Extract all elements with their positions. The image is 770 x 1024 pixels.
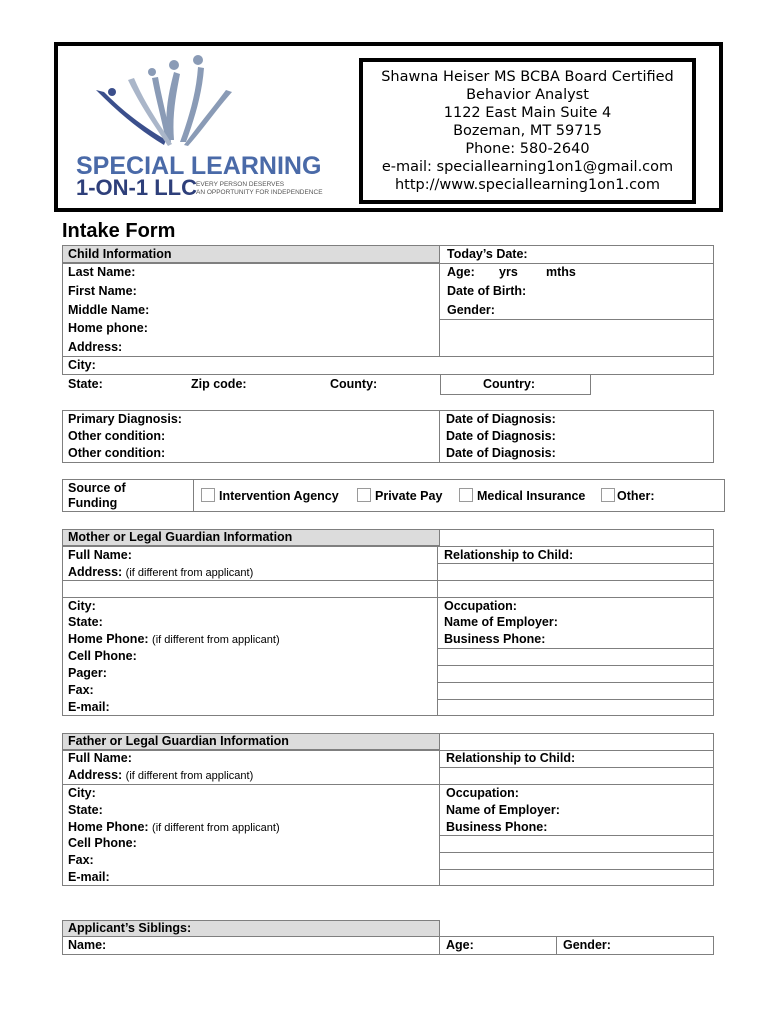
contact-email: e-mail: speciallearning1on1@gmail.com (381, 159, 674, 175)
father-full-name-label[interactable]: Full Name: (68, 751, 132, 765)
contact-info-box (359, 58, 696, 204)
age-years-unit: yrs (499, 265, 518, 279)
home-phone-label[interactable]: Home phone: (68, 321, 148, 335)
mother-fax-label[interactable]: Fax: (68, 683, 94, 697)
other-condition-label-2[interactable]: Other condition: (68, 446, 166, 460)
logo-figures-icon (96, 55, 232, 146)
age-months-unit: mths (546, 265, 576, 279)
father-state-label[interactable]: State: (68, 803, 103, 817)
sibling-name-label[interactable]: Name: (68, 938, 107, 952)
father-cell-label[interactable]: Cell Phone: (68, 836, 137, 850)
page-title: Intake Form (62, 220, 176, 242)
mother-address-label[interactable] (68, 565, 253, 579)
mother-home-phone-note: (if different from applicant) (152, 634, 280, 646)
contact-street: 1122 East Main Suite 4 (443, 105, 612, 121)
private-pay-label: Private Pay (375, 489, 443, 503)
intervention-agency-label: Intervention Agency (219, 489, 339, 503)
medical-insurance-label: Medical Insurance (477, 489, 586, 503)
father-relationship-label[interactable]: Relationship to Child: (446, 751, 576, 765)
father-home-phone-label[interactable] (68, 820, 280, 834)
logo-line2: 1-ON-1 LLC (76, 175, 197, 200)
diagnosis-date-label-3[interactable]: Date of Diagnosis: (446, 446, 556, 460)
dob-label[interactable]: Date of Birth: (447, 284, 527, 298)
father-email-label[interactable]: E-mail: (68, 870, 110, 884)
other-condition-label-1[interactable]: Other condition: (68, 429, 166, 443)
state-label[interactable]: State: (68, 377, 103, 391)
sibling-age-label[interactable]: Age: (446, 938, 474, 952)
father-address-text: Address: (68, 768, 123, 782)
private-pay-checkbox[interactable] (357, 488, 371, 502)
gender-label[interactable]: Gender: (447, 303, 495, 317)
child-section-title: Child Information (68, 247, 172, 261)
father-address-note: (if different from applicant) (125, 770, 254, 782)
mother-info-block (62, 529, 714, 716)
primary-diagnosis-label[interactable]: Primary Diagnosis: (68, 412, 182, 426)
father-occupation-label[interactable]: Occupation: (446, 786, 519, 800)
father-home-phone-note: (if different from applicant) (152, 822, 280, 834)
father-employer-label[interactable]: Name of Employer: (446, 803, 560, 817)
siblings-row (62, 936, 714, 955)
mother-city-label[interactable]: City: (68, 599, 96, 613)
contact-website: http://www.speciallearning1on1.com (394, 177, 661, 193)
zip-label[interactable]: Zip code: (191, 377, 247, 391)
father-fax-label[interactable]: Fax: (68, 853, 94, 867)
middle-name-label[interactable]: Middle Name: (68, 303, 150, 317)
mother-home-phone-text: Home Phone: (68, 632, 149, 646)
logo-tagline2: AN OPPORTUNITY FOR INDEPENDENCE (196, 189, 323, 196)
logo-line1: SPECIAL LEARNING (76, 152, 322, 180)
other-funding-checkbox[interactable] (601, 488, 615, 502)
contact-city: Bozeman, MT 59715 (453, 123, 602, 139)
address-label[interactable]: Address: (68, 340, 123, 354)
mother-employer-label[interactable]: Name of Employer: (444, 615, 558, 629)
mother-state-label[interactable]: State: (68, 615, 103, 629)
father-info-block (62, 733, 714, 886)
diagnosis-date-label-2[interactable]: Date of Diagnosis: (446, 429, 556, 443)
todays-date-label[interactable]: Today’s Date: (447, 247, 528, 261)
medical-insurance-checkbox[interactable] (459, 488, 473, 502)
mother-business-phone-label[interactable]: Business Phone: (444, 632, 546, 646)
age-label[interactable]: Age: (447, 265, 475, 279)
siblings-section-title: Applicant’s Siblings: (68, 921, 192, 935)
last-name-label[interactable]: Last Name: (68, 265, 136, 279)
father-section-title: Father or Legal Guardian Information (68, 734, 289, 748)
father-business-phone-label[interactable]: Business Phone: (446, 820, 548, 834)
contact-title: Behavior Analyst (466, 87, 589, 103)
contact-name: Shawna Heiser MS BCBA Board Certified (381, 69, 674, 85)
city-label[interactable]: City: (68, 358, 96, 372)
diagnosis-date-label-1[interactable]: Date of Diagnosis: (446, 412, 556, 426)
mother-full-name-label[interactable]: Full Name: (68, 548, 132, 562)
country-label[interactable]: Country: (483, 377, 536, 391)
company-logo (76, 50, 338, 205)
mother-occupation-label[interactable]: Occupation: (444, 599, 517, 613)
mother-address-note: (if different from applicant) (125, 567, 254, 579)
sibling-gender-label[interactable]: Gender: (563, 938, 611, 952)
funding-label-line2: Funding (68, 496, 118, 510)
mother-pager-label[interactable]: Pager: (68, 666, 107, 680)
mother-section-title: Mother or Legal Guardian Information (68, 530, 293, 544)
father-city-label[interactable]: City: (68, 786, 96, 800)
logo-tagline1: EVERY PERSON DESERVES (196, 181, 285, 188)
county-label[interactable]: County: (330, 377, 378, 391)
contact-phone: Phone: 580-2640 (465, 141, 590, 157)
mother-home-phone-label[interactable] (68, 632, 280, 646)
father-home-phone-text: Home Phone: (68, 820, 149, 834)
funding-label-line1: Source of (68, 481, 126, 495)
first-name-label[interactable]: First Name: (68, 284, 137, 298)
mother-relationship-label[interactable]: Relationship to Child: (444, 548, 574, 562)
intervention-agency-checkbox[interactable] (201, 488, 215, 502)
father-address-label[interactable] (68, 768, 253, 782)
mother-email-label[interactable]: E-mail: (68, 700, 110, 714)
other-funding-label: Other: (617, 489, 655, 503)
mother-cell-label[interactable]: Cell Phone: (68, 649, 137, 663)
mother-address-text: Address: (68, 565, 123, 579)
